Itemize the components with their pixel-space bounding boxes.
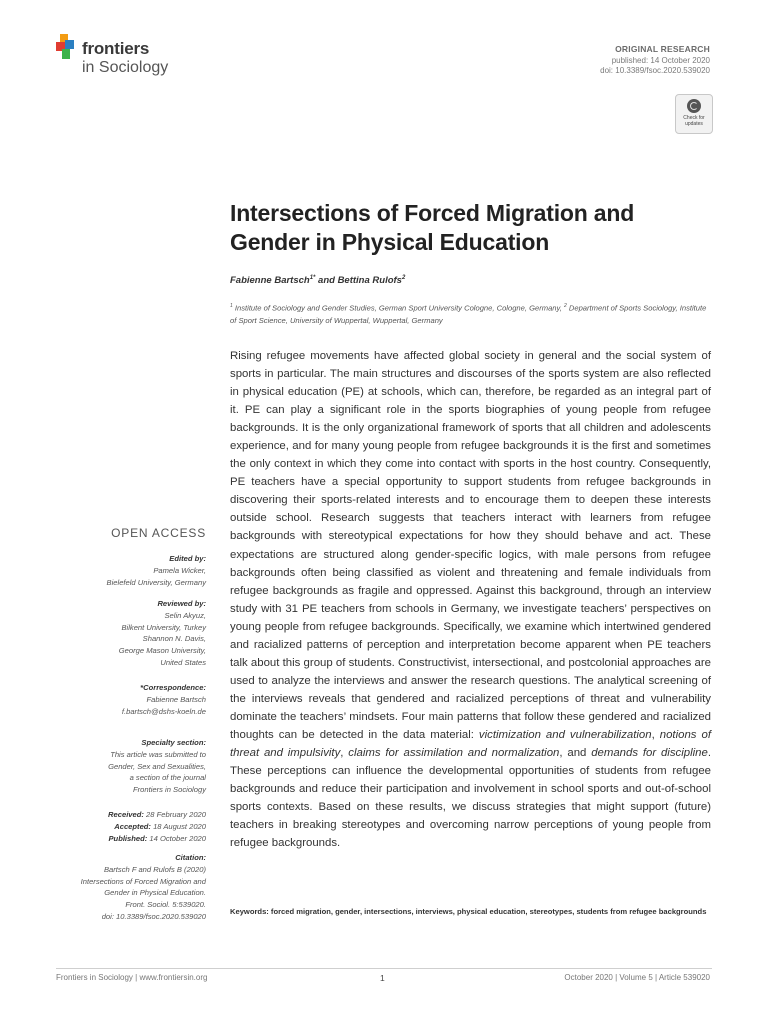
abstract-pattern-4: demands for discipline — [591, 747, 708, 760]
received-date — [26, 809, 206, 821]
check-for-updates-button[interactable] — [675, 94, 713, 134]
section-heading: Edited by: — [169, 554, 206, 563]
published-date: published: 14 October 2020 — [611, 56, 710, 65]
abstract-text: . These perceptions can influence the developmental opportunities of students from refugee backgrounds and reduce their participation and involvement in school sports and out-of-school sports contexts. Based on these results, we discuss strategies that might support (future) teachers in breaking stereotypes and overcoming narrow perceptions of young people from refugee backgrounds. — [230, 747, 711, 850]
date-label: Received: — [108, 810, 144, 819]
correspondent-name: Fabienne Bartsch — [146, 694, 206, 704]
abstract-separator: , — [651, 728, 660, 741]
affiliation-marker: 2 — [563, 303, 567, 309]
abstract — [230, 347, 711, 852]
citation-text: Bartsch F and Rulofs B (2020) — [103, 864, 206, 874]
reviewer-name: Shannon N. Davis, — [142, 634, 206, 644]
correspondent-email[interactable]: f.bartsch@dshs-koeln.de — [121, 706, 206, 716]
author-list — [230, 275, 405, 286]
abstract-pattern-2: notions of threat and impulsivity — [230, 728, 711, 760]
check-for-updates-icon — [687, 99, 701, 113]
open-access-label: OPEN ACCESS — [111, 526, 206, 540]
article-title: Intersections of Forced Migration and Gender in Physical Education — [230, 200, 635, 255]
doi[interactable]: doi: 10.3389/fsoc.2020.539020 — [600, 66, 710, 75]
citation-section — [26, 852, 206, 923]
dates-section — [26, 809, 206, 844]
footer-journal-link[interactable]: Frontiers in Sociology | www.frontiersin.org — [56, 973, 208, 982]
date-value: 14 October 2020 — [147, 833, 206, 843]
affiliation-text: Department of Sports Sociology, Institute of Sport Science, University of Wuppertal, Wuppertal, Germany — [230, 303, 707, 325]
keywords: Keywords: forced migration, gender, intersections, interviews, physical education, stereotypes, students from refugee backgrounds — [230, 907, 707, 916]
accepted-date — [26, 821, 206, 833]
author-affiliation-marker: 2 — [401, 275, 406, 281]
affiliation-marker: 1 — [230, 303, 233, 309]
section-heading: Citation: — [175, 853, 206, 862]
edited-by-section — [26, 553, 206, 588]
abstract-pattern-3: claims for assimilation and normalization — [348, 747, 560, 760]
published-date-side — [26, 833, 206, 845]
abstract-pattern-1: victimization and vulnerabilization — [478, 728, 652, 741]
date-value: 28 February 2020 — [143, 810, 206, 819]
affiliation-text: Institute of Sociology and Gender Studies, German Sport University Cologne, Cologne, Germany, — [232, 303, 564, 313]
section-heading: Reviewed by: — [157, 599, 206, 608]
date-value: 18 August 2020 — [150, 821, 206, 831]
editor-affiliation: Bielefeld University, Germany — [106, 577, 206, 587]
citation-text: Front. Sociol. 5:539020. — [125, 900, 206, 910]
author-affiliation-marker: 1* — [309, 275, 316, 281]
specialty-section — [26, 737, 206, 796]
footer-issue-info: October 2020 | Volume 5 | Article 539020 — [564, 973, 710, 982]
journal-section: in Sociology — [82, 59, 169, 76]
section-heading: Specialty section: — [141, 738, 206, 747]
reviewed-by-section — [26, 598, 206, 669]
specialty-text: Gender, Sex and Sexualities, — [108, 761, 206, 771]
specialty-text: This article was submitted to — [110, 749, 206, 759]
specialty-text: Frontiers in Sociology — [132, 785, 206, 795]
correspondence-section — [26, 682, 206, 717]
reviewer-affiliation: George Mason University, — [118, 646, 206, 656]
author-separator: and — [315, 275, 338, 287]
reviewer-affiliation: United States — [160, 657, 206, 667]
citation-doi[interactable]: doi: 10.3389/fsoc.2020.539020 — [101, 911, 206, 921]
affiliations — [230, 300, 710, 327]
citation-text: Gender in Physical Education. — [104, 888, 206, 898]
abstract-separator: , — [340, 747, 349, 760]
editor-name: Pamela Wicker, — [153, 565, 206, 575]
check-for-updates-label: Check for updates — [683, 115, 705, 127]
reviewer-affiliation: Bilkent University, Turkey — [121, 622, 206, 632]
reviewer-name: Selin Akyuz, — [164, 610, 206, 620]
page-number: 1 — [380, 973, 385, 983]
journal-logo[interactable] — [56, 34, 196, 80]
article-type: ORIGINAL RESEARCH — [615, 44, 710, 54]
date-label: Published: — [108, 833, 148, 843]
journal-name: frontiers — [82, 39, 150, 58]
abstract-text: Rising refugee movements have affected global society in general and the social system of sports in particular. The main structures and discourses of the sports system are also reflected in physical education (PE) at schools, which can, therefore, be regarded as an integral part of it. PE can play a significant role in the sports biographies of young people from refugee backgrounds. It is the only organizational framework of sports that all children and adolescents experience, and for many young people from refugee backgrounds it is the first and sometimes the only context in which they come into contact with sports in the host country. Consequently, PE teachers have a special opportunity to support students from refugee backgrounds in discovering their sports-related interests and to encourage them to deepen these interests outside school. Research suggests that teachers interact with learners from refugee backgrounds with stereotypical expectations for how they should behave and act. These expectations are structured along gender-specific logics, with male persons from refugee backgrounds often being classified as violent and threatening and female individuals from refugee backgrounds as fragile and oppressed. Against this background, through an interview study with 31 PE teachers from schools in Germany, we investigate teachers’ perspectives on young people from refugee backgrounds. Specifically, we examine which intertwined gendered and racialized patterns of perception and interpretation become apparent when PE teachers talk about this group of students. Constructivist, intersectional, and postcolonial approaches are used to analyze the interviews and answer the research questions. The analytical screening of the interviews reveals that gendered and racialized perceptions of threat and vulnerability dominate the teachers’ mindsets. Four main patterns that follow these gendered and racialized thoughts can be detected in the data material: — [230, 350, 711, 741]
citation-text: Intersections of Forced Migration and — [80, 876, 206, 886]
footer-divider — [56, 968, 712, 969]
abstract-separator: , and — [559, 747, 592, 760]
author-name[interactable]: Bettina Rulofs — [337, 275, 402, 287]
specialty-text: a section of the journal — [129, 773, 206, 783]
frontiers-logo-icon — [56, 34, 80, 62]
section-heading: *Correspondence: — [140, 683, 206, 692]
date-label: Accepted: — [114, 821, 151, 831]
author-name[interactable]: Fabienne Bartsch — [230, 275, 310, 287]
